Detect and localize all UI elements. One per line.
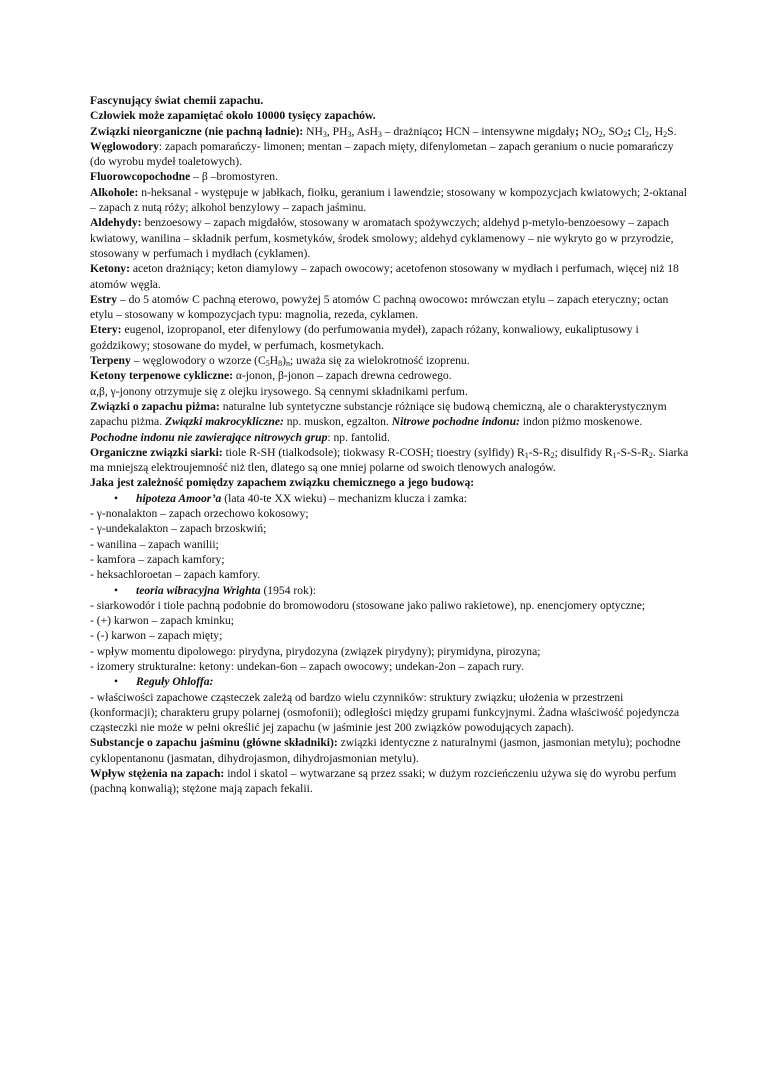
section-label: hipoteza Amoor’a [136, 491, 222, 505]
text-run: H [269, 354, 279, 368]
document-title: Fascynujący świat chemii zapachu. [90, 94, 264, 107]
subscript: 2 [645, 129, 649, 139]
subscript: 2 [623, 129, 628, 139]
document-page [90, 93, 690, 797]
section-text: α-jonon, β-jonon – zapach drewna cedrowego. [232, 369, 452, 383]
section-label: teoria wibracyjna Wrighta [136, 583, 261, 597]
text-run: – drażniąco [381, 124, 439, 138]
separator: ; [438, 124, 443, 138]
subscript: 3 [347, 129, 352, 139]
section-label: Nitrowe pochodne indonu: [391, 415, 520, 429]
section-text: – β –bromostyren. [190, 170, 278, 184]
bullet-wright [90, 583, 690, 598]
section-label: Wpływ stężenia na zapach: [90, 767, 225, 781]
subscript: 1 [524, 450, 529, 460]
section-label: Alkohole: [90, 185, 139, 199]
section-text: mrówczan etylu – zapach eteryczny; octan etylu – stosowany w kompozycjach typu: magnolia, rezeda, cyklamen. [90, 292, 669, 322]
subscript: 2 [598, 129, 603, 139]
document-subtitle: Człowiek może zapamiętać około 10000 tysięcy zapachów. [90, 109, 376, 123]
section-text: (lata 40-te XX wieku) – mechanizm klucza i zamka: [221, 491, 467, 505]
paragraph-estry [90, 292, 690, 323]
separator: ; [575, 124, 579, 138]
text-run: NH [303, 124, 323, 138]
list-item: - (-) karwon – zapach mięty; [90, 629, 223, 643]
text-run: -S-R [528, 445, 551, 459]
list-item: - wanilina – zapach wanilii; [90, 537, 219, 551]
section-text: benzoesowy – zapach migdałów, stosowany w aromatach spożywczych; aldehyd p-metylo-benzoesowy – zapach kwiatowy, wanilina – składnik perfum, kosmetyków, środek smolowy; aldehyd cyklamenowy – nie wykryto go w przyrodzie, stosowany w perfumach i mydłach (cyklamen). [90, 216, 674, 260]
section-text: indol i skatol – wytwarzane są przez ssaki; w dużym rozcieńczeniu używa się do wyrobu perfum (pachną konwalią); stężone mają zapach fekalii. [90, 767, 677, 796]
section-label: Pochodne indonu nie zawierające nitrowych grup [90, 430, 328, 444]
section-label: Estry [90, 292, 118, 306]
list-item: - γ-undekalakton – zapach brzoskwiń; [90, 522, 267, 536]
text-run: ; disulfidy R [554, 445, 613, 459]
text-run: tiole R-SH (tialkodsole); tiokwasy R-COSH; tioestry (sylfidy) R [222, 445, 525, 459]
section-text: aceton drażniący; keton diamylowy – zapach owocowy; acetofenon stosowany w mydłach i perfumach, więcej niż 18 atomów węgla. [90, 262, 679, 291]
section-text: : zapach pomarańczy- limonen; mentan – zapach mięty, difenylometan – zapach geranium o nucie pomarańczy (do wyrobu mydeł toaletowych). [90, 139, 674, 169]
text-run: ) [282, 354, 286, 368]
paragraph-siarka [90, 445, 690, 476]
subscript: 2 [663, 129, 668, 139]
paragraph-nieorganiczne [90, 124, 690, 139]
list-item: - siarkowodór i tiole pachną podobnie do bromowodoru (stosowane jako paliwo rakietowe), np. enencjomery optyczne; [90, 598, 646, 612]
bullet-ohloff [90, 674, 690, 689]
paragraph-ketony-terpenowe [90, 368, 690, 383]
section-text: eugenol, izopropanol, eter difenylowy (do perfumowania mydeł), zapach różany, konwaliowy, eukaliptusowy i goździkowy; stosowane do mydeł, w perfumach, kosmetykach. [90, 323, 639, 352]
section-text: (1954 rok): [260, 583, 316, 597]
section-label: Terpeny [90, 354, 131, 368]
section-text: : np. fantolid. [327, 430, 390, 444]
subscript: 3 [322, 129, 327, 139]
section-label: Związki makrocykliczne: [165, 415, 284, 429]
subscript: 1 [612, 450, 617, 460]
section-text: np. muskon, egzalton. [283, 415, 392, 429]
text-run: S. [667, 124, 677, 138]
section-text: indon piżmo moskenowe. [519, 415, 643, 429]
paragraph-alkohole [90, 185, 690, 216]
paragraph-stezenie [90, 766, 690, 797]
paragraph-jonony: α,β, γ-jonony otrzymuje się z olejku irysowego. Są cennymi składnikami perfum. [90, 384, 468, 398]
section-text: naturalne lub syntetyczne substancje różniące się budową chemiczną, ale o charakterystycznym zapachu piżma. [90, 399, 667, 429]
section-label: Organiczne związki siarki: [90, 445, 223, 459]
list-item: - γ-nonalakton – zapach orzechowo kokosowy; [90, 507, 309, 521]
subscript: 2 [648, 450, 653, 460]
text-run: – węglowodory o wzorze (C [130, 354, 266, 368]
section-text: n-heksanal - występuje w jabłkach, fiołku, geranium i lawendzie; stosowany w kompozycjach kwiatowych; 2-oktanal – zapach z nutą róży; alkohol benzylowy – zapach jaśminu. [90, 185, 687, 215]
section-label: Reguły Ohloffa: [136, 675, 214, 689]
section-label: Fluorowcopochodne [90, 170, 191, 184]
text-run: Cl [631, 124, 645, 138]
section-label: Aldehydy: [90, 216, 142, 230]
bullet-icon: • [114, 583, 119, 597]
list-item: - wpływ momentu dipolowego: pirydyna, pirydozyna (związek pirydyny); pirymidyna, pirozyna; [90, 644, 541, 658]
section-label: Etery: [90, 323, 122, 337]
section-label: Związki o zapachu piżma: [90, 399, 220, 413]
text-run: HCN – intensywne migdały [442, 124, 576, 138]
section-label: Węglowodory [90, 139, 159, 153]
separator: ; [627, 124, 632, 138]
section-text: związki identyczne z naturalnymi (jasmon, jasmonian metylu); pochodne cyklopentanonu (jasmatan, dihydrojasmon, dihydrojasmonian metylu). [90, 736, 681, 765]
paragraph-pizmo [90, 399, 690, 445]
paragraph-aldehydy [90, 215, 690, 261]
subscript: 2 [550, 450, 555, 460]
list-item: - heksachloroetan – zapach kamfory. [90, 568, 261, 582]
section-label: Substancje o zapachu jaśminu (główne składniki): [90, 736, 338, 750]
paragraph-ketony [90, 261, 690, 292]
text-run: , PH [326, 124, 348, 138]
text-run: , SO [602, 124, 624, 138]
section-heading-zaleznosc: Jaka jest zależność pomiędzy zapachem związku chemicznego a jego budową: [90, 476, 475, 490]
text-run: -S-S-R [616, 445, 649, 459]
text-run: ; uważa się za wielokrotność izoprenu. [289, 354, 470, 368]
bullet-icon: • [114, 491, 119, 505]
bullet-icon: • [114, 675, 119, 689]
subscript: 3 [377, 129, 382, 139]
paragraph-jasmin [90, 735, 690, 766]
paragraph-etery [90, 322, 690, 353]
list-item: - izomery strukturalne: ketony: undekan-6on – zapach owocowy; undekan-2on – zapach rury. [90, 659, 524, 673]
section-label: Ketony: [90, 262, 130, 276]
paragraph-fluorowcopochodne [90, 169, 690, 184]
paragraph-terpeny [90, 353, 690, 368]
subscript: 5 [265, 359, 270, 369]
section-label: Związki nieorganiczne (nie pachną ładnie): [90, 124, 304, 138]
text-run: NO [578, 124, 599, 138]
subscript: 8 [278, 359, 283, 369]
section-label: Ketony terpenowe cykliczne: [90, 369, 233, 383]
bullet-amoore [90, 491, 690, 506]
list-item: - (+) karwon – zapach kminku; [90, 614, 235, 628]
text-run: . Siarka ma mniejszą elektroujemność niż tlen, dlatego są one mniej polarne od swoich tlenowych analogów. [90, 445, 689, 475]
list-item: - właściwości zapachowe cząsteczek zależą od bardzo wielu czynników: struktury związku; ułożenia w przestrzeni (konformacji); charakteru grupy polarnej (osmofonii); odległości między grupami funkcyjnymi. Żadna właściwość pojedyncza cząsteczki nie może w pełni określić jej zapachu (w jaśminie jest 200 związków powodujących zapach). [90, 690, 680, 735]
text-run: , H [649, 124, 664, 138]
section-text: – do 5 atomów C pachną eterowo, powyżej 5 atomów C pachną owocowo [117, 292, 465, 306]
list-item: - kamfora – zapach kamfory; [90, 552, 225, 566]
section-label: : [464, 292, 469, 306]
subscript: n [285, 359, 290, 369]
text-run: , AsH [351, 124, 378, 138]
paragraph-weglowodory [90, 139, 690, 170]
